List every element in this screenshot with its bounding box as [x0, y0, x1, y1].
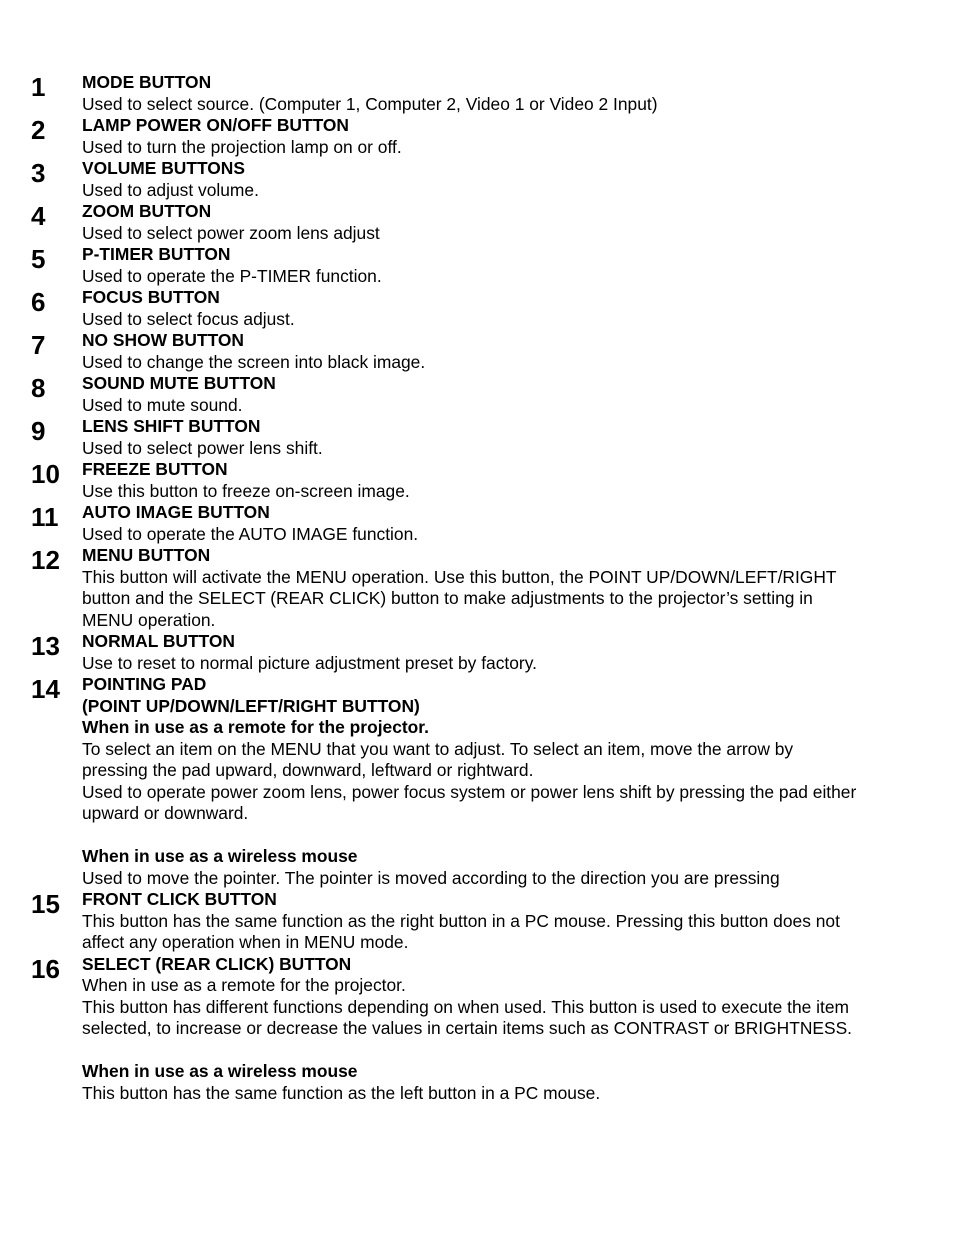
list-item: [0, 287, 954, 330]
item-number: 4: [31, 201, 46, 231]
item-title: SOUND MUTE BUTTON: [82, 373, 276, 393]
item-description: button and the SELECT (REAR CLICK) button to make adjustments to the projector’s setting in: [82, 588, 813, 608]
item-title: FREEZE BUTTON: [82, 459, 228, 479]
item-description: This button has the same function as the left button in a PC mouse.: [82, 1082, 601, 1103]
item-subheading: When in use as a remote for the projector.: [82, 717, 429, 737]
item-title: MENU BUTTON: [82, 545, 211, 565]
list-item: [0, 954, 954, 1105]
list-item: [0, 545, 954, 631]
item-description: affect any operation when in MENU mode.: [82, 932, 409, 952]
item-description: Used to select source. (Computer 1, Computer 2, Video 1 or Video 2 Input): [82, 93, 658, 114]
list-item: [0, 330, 954, 373]
button-description-list: [0, 72, 954, 1104]
list-item: [0, 373, 954, 416]
item-description: Used to operate the P-TIMER function.: [82, 265, 382, 286]
item-description: Used to turn the projection lamp on or off.: [82, 136, 402, 157]
item-description: upward or downward.: [82, 803, 249, 823]
item-description: Used to operate power zoom lens, power focus system or power lens shift by pressing the pad either: [82, 781, 857, 802]
item-subheading: When in use as a wireless mouse: [82, 1061, 358, 1081]
item-number: 1: [31, 72, 46, 102]
item-description: MENU operation.: [82, 609, 216, 630]
item-number: 9: [31, 416, 46, 446]
item-title: LAMP POWER ON/OFF BUTTON: [82, 115, 349, 135]
blank-line: [82, 1040, 924, 1062]
item-title: NORMAL BUTTON: [82, 631, 235, 651]
item-number: 8: [31, 373, 46, 403]
item-number: 13: [31, 631, 60, 661]
item-description: pressing the pad upward, downward, leftward or rightward.: [82, 760, 534, 780]
item-number: 5: [31, 244, 46, 274]
item-number: 7: [31, 330, 46, 360]
item-description: Used to mute sound.: [82, 394, 243, 415]
item-description: selected, to increase or decrease the values in certain items such as CONTRAST or BRIGHTNESS.: [82, 1018, 853, 1038]
list-item: [0, 115, 954, 158]
item-title: FRONT CLICK BUTTON: [82, 889, 277, 909]
item-number: 12: [31, 545, 60, 575]
item-subheading: (POINT UP/DOWN/LEFT/RIGHT BUTTON): [82, 695, 420, 716]
item-description: This button will activate the MENU operation. Use this button, the POINT UP/DOWN/LEFT/RIGHT: [82, 566, 837, 587]
list-item: [0, 889, 954, 954]
list-item: [0, 416, 954, 459]
blank-line: [82, 825, 924, 847]
list-item: [0, 244, 954, 287]
item-title: AUTO IMAGE BUTTON: [82, 502, 270, 522]
item-title: SELECT (REAR CLICK) BUTTON: [82, 953, 352, 974]
list-item: [0, 631, 954, 674]
item-title: ZOOM BUTTON: [82, 201, 212, 221]
document-page: [0, 72, 954, 1104]
item-description: Used to select power zoom lens adjust: [82, 222, 380, 243]
list-item: [0, 674, 954, 889]
list-item: [0, 459, 954, 502]
item-number: 11: [31, 502, 59, 532]
item-title: POINTING PAD: [82, 674, 207, 694]
item-title: MODE BUTTON: [82, 72, 212, 92]
item-description: Used to operate the AUTO IMAGE function.: [82, 523, 419, 544]
item-number: 16: [31, 953, 60, 984]
item-number: 10: [31, 459, 60, 489]
item-title: P-TIMER BUTTON: [82, 244, 231, 264]
item-description: When in use as a remote for the projector.: [82, 975, 406, 995]
list-item: [0, 158, 954, 201]
item-subheading: When in use as a wireless mouse: [82, 846, 358, 866]
item-number: 3: [31, 158, 46, 188]
item-description: Used to adjust volume.: [82, 179, 259, 200]
item-description: Used to change the screen into black image.: [82, 351, 426, 372]
item-description: Used to move the pointer. The pointer is moved according to the direction you are pressing: [82, 867, 780, 888]
item-number: 15: [31, 889, 60, 919]
item-description: Use to reset to normal picture adjustment preset by factory.: [82, 652, 537, 673]
item-description: Use this button to freeze on-screen image.: [82, 480, 410, 501]
item-description: Used to select power lens shift.: [82, 437, 323, 458]
item-number: 14: [31, 674, 60, 704]
list-item: [0, 201, 954, 244]
item-title: VOLUME BUTTONS: [82, 158, 245, 178]
item-title: FOCUS BUTTON: [82, 287, 220, 307]
item-title: NO SHOW BUTTON: [82, 330, 244, 350]
item-description: To select an item on the MENU that you want to adjust. To select an item, move the arrow by: [82, 738, 794, 759]
list-item: [0, 72, 954, 115]
item-title: LENS SHIFT BUTTON: [82, 416, 261, 436]
list-item: [0, 502, 954, 545]
item-number: 6: [31, 287, 46, 317]
item-number: 2: [31, 115, 46, 145]
item-description: This button has the same function as the right button in a PC mouse. Pressing this button does not: [82, 910, 840, 931]
item-description: This button has different functions depending on when used. This button is used to execute the item: [82, 996, 849, 1017]
item-description: Used to select focus adjust.: [82, 308, 295, 329]
